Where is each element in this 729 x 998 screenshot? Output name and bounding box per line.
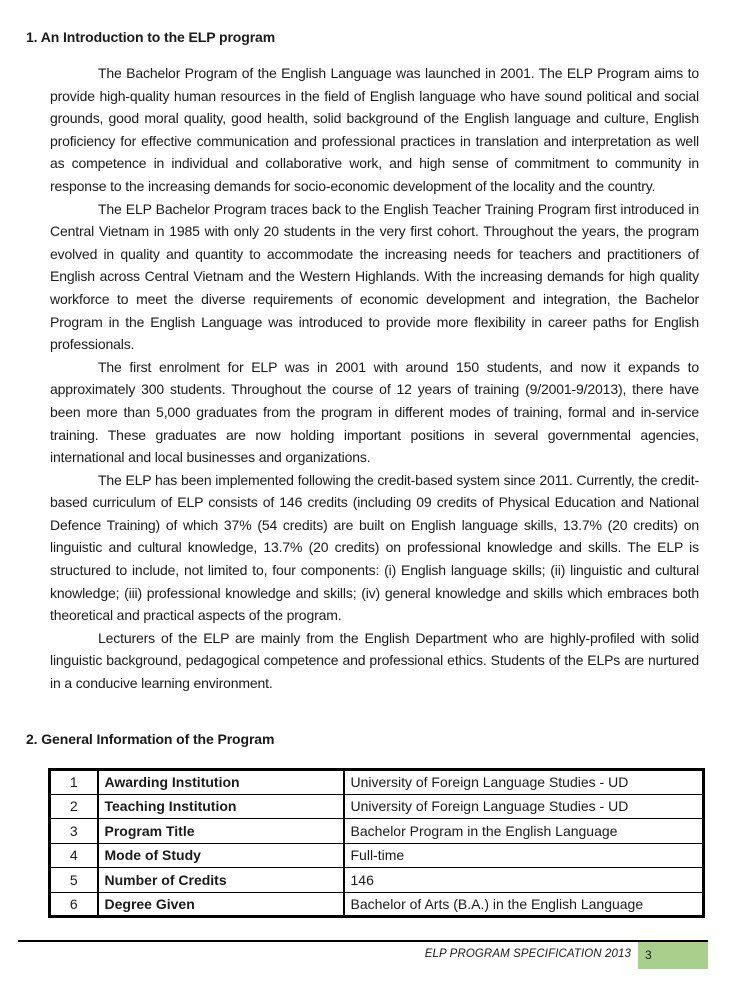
paragraph: The first enrolment for ELP was in 2001 with around 150 students, and now it expands to approximately 300 students. Throughout the course of 12 years of training (9/2001-9/2013), there have been more than 5,000 graduates from the program in different modes of training, formal and in-service training. These graduates are now holding important positions in several governmental agencies, international and local businesses and organizations. <box>50 358 699 466</box>
row-value: Bachelor Program in the English Language <box>344 819 704 844</box>
row-number: 1 <box>50 770 98 795</box>
row-number: 5 <box>50 868 98 893</box>
footer-divider <box>18 940 708 942</box>
section-heading-general-info: 2. General Information of the Program <box>26 731 275 747</box>
row-label: Number of Credits <box>98 868 344 893</box>
table-row <box>50 794 704 819</box>
row-label: Degree Given <box>98 892 344 917</box>
row-value: 146 <box>344 868 704 893</box>
row-label: Program Title <box>98 819 344 844</box>
introduction-body <box>50 62 699 695</box>
row-label: Mode of Study <box>98 843 344 868</box>
paragraph: The ELP has been implemented following the credit-based system since 2011. Currently, the credit-based curriculum of ELP consists of 146 credits (including 09 credits of Physical Education and National Defence Training) of which 37% (54 credits) are built on English language skills, 13.7% (20 credits) on linguistic and cultural knowledge, 13.7% (20 credits) on professional knowledge and skills. The ELP is structured to include, not limited to, four components: (i) English language skills; (ii) linguistic and cultural knowledge; (iii) professional knowledge and skills; (iv) general knowledge and skills which embraces both theoretical and practical aspects of the program. <box>50 471 699 624</box>
table-row <box>50 892 704 917</box>
row-value: University of Foreign Language Studies - UD <box>344 794 704 819</box>
row-value: Full-time <box>344 843 704 868</box>
paragraph: Lecturers of the ELP are mainly from the English Department who are highly-profiled with solid linguistic background, pedagogical competence and professional ethics. Students of the ELPs are nurtured in a conducive learning environment. <box>50 629 699 692</box>
page-number: 3 <box>638 942 708 969</box>
section-heading-introduction: 1. An Introduction to the ELP program <box>26 29 276 45</box>
table-row <box>50 843 704 868</box>
row-number: 4 <box>50 843 98 868</box>
paragraph: The Bachelor Program of the English Language was launched in 2001. The ELP Program aims to provide high-quality human resources in the field of English language who have sound political and social grounds, good moral quality, good health, solid background of the English language and culture, English proficiency for effective communication and professional practices in translation and interpretation as well as competence in individual and collaborative work, and high sense of commitment to community in response to the increasing demands for socio-economic development of the locality and the country. <box>50 65 699 194</box>
row-value: University of Foreign Language Studies - UD <box>344 770 704 795</box>
row-label: Teaching Institution <box>98 794 344 819</box>
row-number: 3 <box>50 819 98 844</box>
row-value: Bachelor of Arts (B.A.) in the English Language <box>344 892 704 917</box>
table-row <box>50 770 704 795</box>
row-number: 2 <box>50 794 98 819</box>
footer-title: ELP PROGRAM SPECIFICATION 2013 <box>424 948 631 960</box>
row-label: Awarding Institution <box>98 770 344 795</box>
row-number: 6 <box>50 892 98 917</box>
table-row <box>50 819 704 844</box>
program-info-table <box>48 768 705 918</box>
paragraph: The ELP Bachelor Program traces back to the English Teacher Training Program first introduced in Central Vietnam in 1985 with only 20 students in the very first cohort. Throughout the years, the program evolved in quality and quantity to accommodate the increasing needs for teachers and practitioners of English across Central Vietnam and the Western Highlands. With the increasing demands for high quality workforce to meet the diverse requirements of economic development and integration, the Bachelor Program in the English Language was introduced to provide more flexibility in career paths for English professionals. <box>50 200 699 353</box>
table-row <box>50 868 704 893</box>
